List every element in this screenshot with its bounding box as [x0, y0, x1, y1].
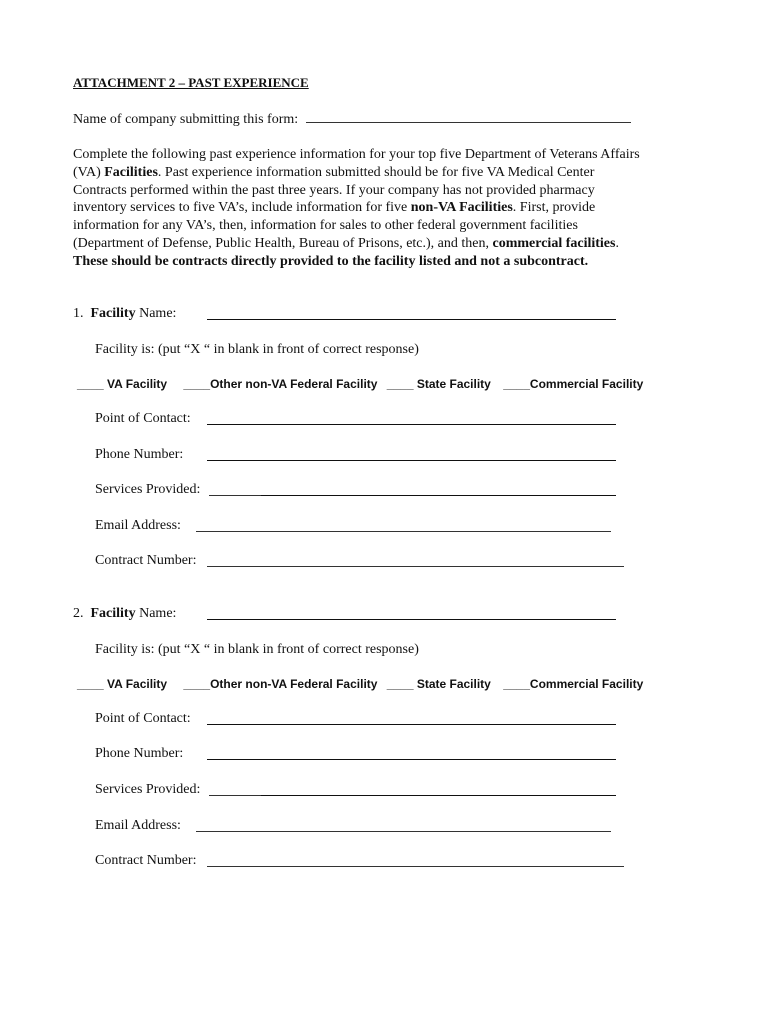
email-address-blank[interactable]	[196, 519, 611, 532]
facility-name-row: 2. Facility Name:	[73, 606, 177, 621]
instructions-line: information for any VA’s, then, information for sales to other federal government facilities	[73, 218, 578, 234]
contract-number-blank[interactable]	[207, 554, 624, 567]
email-address-label: Email Address:	[95, 518, 181, 533]
option-other-federal-facility[interactable]: ____Other non-VA Federal Facility	[183, 377, 378, 391]
company-name-blank[interactable]	[306, 110, 631, 123]
option-commercial-facility[interactable]: ____Commercial Facility	[503, 677, 644, 691]
facility-type-instruction: Facility is: (put “X “ in blank in front of correct response)	[95, 342, 419, 357]
services-provided-blank-start[interactable]	[209, 483, 261, 496]
instructions-line: (VA) Facilities. Past experience information submitted should be for five VA Medical Center	[73, 164, 595, 180]
instructions-line: Contracts performed within the past three years. If your company has not provided pharmacy	[73, 182, 595, 198]
contract-number-blank[interactable]	[207, 854, 624, 867]
instructions-line: Complete the following past experience information for your top five Department of Veterans Affairs	[73, 147, 640, 162]
form-title: ATTACHMENT 2 – PAST EXPERIENCE	[73, 75, 309, 90]
point-of-contact-blank[interactable]	[207, 412, 616, 425]
services-provided-label: Services Provided:	[95, 782, 201, 797]
services-provided-blank[interactable]	[261, 483, 616, 496]
services-provided-label: Services Provided:	[95, 482, 201, 497]
facility-name-blank[interactable]	[207, 607, 616, 620]
instructions-line: (Department of Defense, Public Health, Bureau of Prisons, etc.), and then, commercial facilities.	[73, 235, 619, 251]
company-name-label: Name of company submitting this form:	[73, 112, 299, 127]
facility-type-instruction: Facility is: (put “X “ in blank in front of correct response)	[95, 642, 419, 657]
phone-number-blank[interactable]	[207, 448, 616, 461]
option-state-facility[interactable]: ____ State Facility	[386, 377, 491, 391]
phone-number-label: Phone Number:	[95, 447, 184, 462]
contract-number-label: Contract Number:	[95, 553, 197, 568]
option-va-facility[interactable]: ____ VA Facility	[77, 377, 168, 391]
phone-number-blank[interactable]	[207, 747, 616, 760]
option-va-facility[interactable]: ____ VA Facility	[77, 677, 168, 691]
facility-name-blank[interactable]	[207, 307, 616, 320]
option-commercial-facility[interactable]: ____Commercial Facility	[503, 377, 644, 391]
services-provided-blank-start[interactable]	[209, 783, 261, 796]
facility-type-options	[77, 377, 646, 391]
services-provided-blank[interactable]	[261, 783, 616, 796]
email-address-label: Email Address:	[95, 818, 181, 833]
option-state-facility[interactable]: ____ State Facility	[386, 677, 491, 691]
point-of-contact-blank[interactable]	[207, 712, 616, 725]
point-of-contact-label: Point of Contact:	[95, 711, 191, 726]
instructions-paragraph	[73, 146, 703, 271]
instructions-line: inventory services to five VA’s, include information for five non-VA Facilities. First, provide	[73, 200, 596, 216]
company-name-field	[73, 110, 631, 128]
email-address-blank[interactable]	[196, 819, 611, 832]
facility-type-options	[77, 677, 646, 691]
option-other-federal-facility[interactable]: ____Other non-VA Federal Facility	[183, 677, 378, 691]
facility-name-row: 1. Facility Name:	[73, 306, 177, 321]
instructions-line-bold: These should be contracts directly provided to the facility listed and not a subcontract.	[73, 253, 589, 269]
point-of-contact-label: Point of Contact:	[95, 411, 191, 426]
phone-number-label: Phone Number:	[95, 746, 184, 761]
contract-number-label: Contract Number:	[95, 853, 197, 868]
